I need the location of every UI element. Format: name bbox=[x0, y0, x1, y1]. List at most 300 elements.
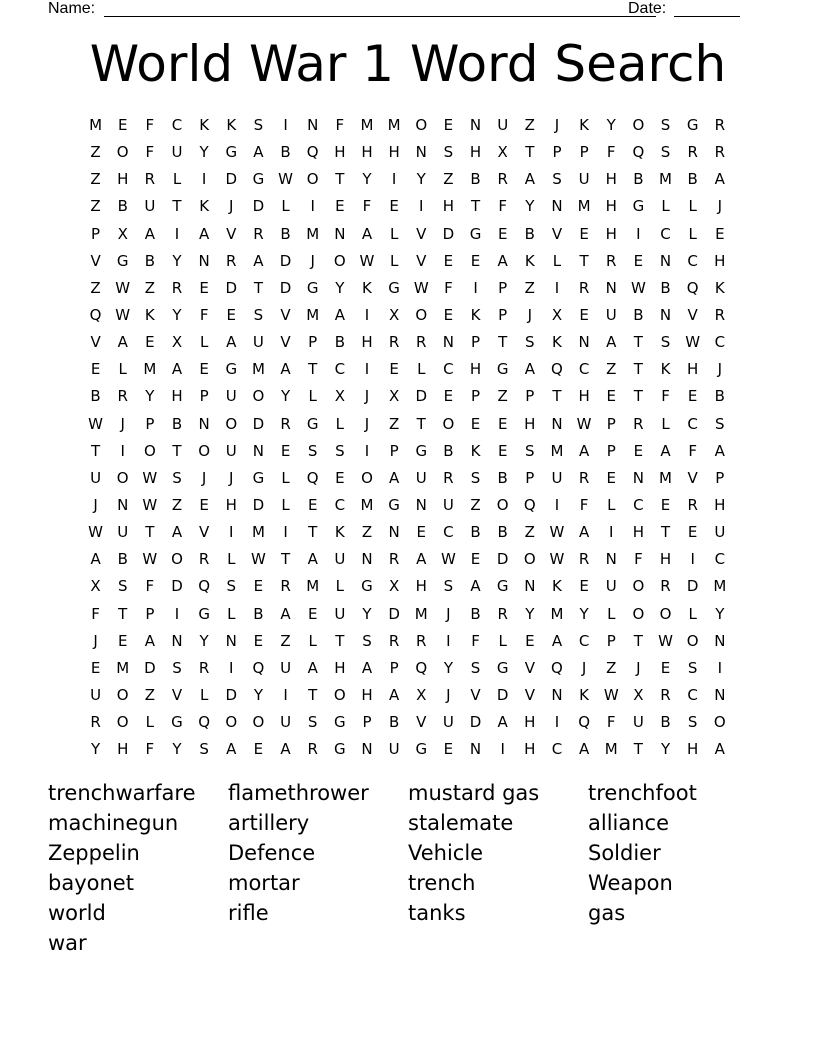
grid-letter: F bbox=[335, 116, 345, 134]
grid-letter: A bbox=[497, 713, 508, 732]
grid-letter: E bbox=[199, 495, 209, 514]
grid-letter: N bbox=[551, 197, 563, 216]
grid-letter: G bbox=[496, 577, 509, 596]
grid-letter: Z bbox=[90, 170, 101, 189]
grid-letter: F bbox=[606, 143, 616, 162]
grid-letter: V bbox=[90, 251, 101, 270]
grid-letter: Y bbox=[172, 740, 182, 759]
grid-letter: A bbox=[660, 441, 671, 460]
grid-letter: C bbox=[443, 360, 454, 379]
grid-letter: J bbox=[364, 387, 370, 406]
grid-letter: S bbox=[172, 658, 182, 677]
word-list-item: flamethrower bbox=[228, 781, 369, 805]
grid-letter: I bbox=[283, 523, 288, 542]
grid-letter: A bbox=[388, 468, 400, 487]
grid-letter: H bbox=[687, 360, 699, 379]
grid-letter: L bbox=[308, 387, 317, 406]
grid-letter: I bbox=[229, 523, 234, 542]
grid-letter: H bbox=[117, 740, 129, 759]
grid-letter: S bbox=[715, 414, 725, 433]
grid-letter: O bbox=[361, 468, 373, 487]
grid-letter: L bbox=[552, 251, 562, 270]
grid-letter: T bbox=[525, 143, 535, 162]
grid-letter: U bbox=[280, 658, 292, 677]
grid-letter: O bbox=[252, 713, 265, 732]
grid-letter: N bbox=[307, 116, 319, 134]
grid-letter: A bbox=[253, 251, 264, 270]
grid-letter: P bbox=[498, 305, 508, 324]
word-list-item: stalemate bbox=[408, 811, 514, 835]
grid-letter: A bbox=[280, 360, 291, 379]
grid-letter: F bbox=[199, 305, 209, 324]
grid-letter: N bbox=[605, 278, 617, 297]
grid-letter: M bbox=[360, 495, 374, 514]
grid-letter: E bbox=[579, 305, 589, 324]
grid-letter: C bbox=[443, 523, 454, 542]
grid-letter: G bbox=[252, 170, 265, 189]
grid-letter: L bbox=[172, 170, 182, 189]
grid-letter: G bbox=[496, 360, 509, 379]
grid-letter: D bbox=[171, 577, 183, 596]
grid-letter: I bbox=[120, 441, 125, 460]
grid-letter: E bbox=[687, 523, 698, 542]
grid-letter: I bbox=[500, 740, 505, 759]
grid-letter: Q bbox=[578, 713, 590, 732]
grid-letter: Q bbox=[551, 360, 563, 379]
grid-letter: E bbox=[443, 305, 454, 324]
grid-letter: D bbox=[496, 685, 509, 704]
grid-letter: S bbox=[253, 305, 264, 324]
grid-letter: K bbox=[552, 577, 562, 596]
grid-letter: N bbox=[659, 251, 672, 270]
grid-letter: W bbox=[88, 523, 103, 542]
grid-letter: Z bbox=[171, 495, 183, 514]
grid-letter: Q bbox=[306, 468, 319, 487]
grid-letter: Q bbox=[551, 658, 563, 677]
grid-letter: P bbox=[308, 333, 318, 352]
grid-letter: H bbox=[171, 387, 183, 406]
grid-letter: L bbox=[607, 604, 616, 623]
grid-letter: N bbox=[551, 685, 563, 704]
grid-letter: E bbox=[443, 740, 454, 759]
name-field-line[interactable] bbox=[104, 16, 656, 17]
grid-letter: E bbox=[307, 495, 318, 514]
grid-letter: S bbox=[552, 170, 562, 189]
grid-letter: E bbox=[280, 441, 291, 460]
grid-letter: U bbox=[551, 468, 563, 487]
grid-letter: M bbox=[360, 116, 374, 134]
grid-letter: D bbox=[252, 414, 265, 433]
grid-letter: I bbox=[473, 278, 478, 297]
grid-letter: L bbox=[661, 414, 670, 433]
word-list-item: Vehicle bbox=[408, 841, 484, 865]
grid-letter: F bbox=[145, 577, 155, 596]
grid-letter: R bbox=[171, 278, 183, 297]
grid-letter: Y bbox=[172, 251, 182, 270]
grid-letter: K bbox=[470, 305, 481, 324]
grid-letter: N bbox=[714, 685, 726, 704]
grid-letter: R bbox=[660, 577, 671, 596]
grid-letter: V bbox=[524, 658, 535, 677]
grid-letter: U bbox=[334, 550, 346, 569]
grid-letter: Z bbox=[90, 278, 101, 297]
word-list-item: machinegun bbox=[48, 811, 179, 835]
grid-letter: N bbox=[334, 224, 346, 243]
grid-letter: W bbox=[88, 414, 103, 433]
grid-letter: Y bbox=[443, 658, 453, 677]
grid-letter: Y bbox=[362, 170, 372, 189]
grid-letter: E bbox=[117, 631, 128, 650]
word-list bbox=[48, 778, 768, 958]
grid-letter: J bbox=[93, 631, 98, 650]
grid-letter: N bbox=[361, 740, 373, 759]
grid-letter: N bbox=[171, 631, 183, 650]
grid-letter: B bbox=[660, 278, 671, 297]
grid-letter: F bbox=[634, 550, 643, 569]
grid-letter: L bbox=[688, 197, 697, 216]
grid-letter: P bbox=[579, 143, 589, 162]
grid-letter: O bbox=[116, 468, 129, 487]
grid-letter: E bbox=[443, 251, 454, 270]
word-list-item: war bbox=[48, 931, 87, 955]
grid-letter: I bbox=[364, 441, 370, 460]
grid-letter: O bbox=[225, 713, 238, 732]
grid-letter: J bbox=[717, 360, 723, 379]
grid-letter: B bbox=[253, 604, 264, 623]
grid-letter: T bbox=[633, 740, 643, 759]
grid-letter: W bbox=[658, 631, 673, 650]
grid-letter: B bbox=[470, 170, 481, 189]
name-label: Name: bbox=[48, 0, 96, 17]
grid-letter: D bbox=[686, 577, 699, 596]
grid-letter: R bbox=[416, 333, 427, 352]
grid-letter: T bbox=[253, 278, 263, 297]
grid-letter: C bbox=[171, 116, 183, 134]
grid-letter: G bbox=[686, 116, 699, 134]
grid-letter: T bbox=[308, 360, 318, 379]
grid-letter: R bbox=[117, 387, 128, 406]
grid-letter: R bbox=[144, 170, 156, 189]
grid-letter: E bbox=[335, 197, 345, 216]
grid-letter: Y bbox=[362, 604, 372, 623]
grid-letter: A bbox=[470, 577, 481, 596]
grid-letter: E bbox=[606, 387, 616, 406]
grid-letter: L bbox=[389, 251, 399, 270]
grid-letter: P bbox=[606, 441, 616, 460]
grid-letter: J bbox=[581, 658, 587, 677]
grid-letter: U bbox=[497, 116, 509, 134]
grid-letter: M bbox=[251, 360, 265, 379]
grid-letter: R bbox=[253, 224, 264, 243]
grid-letter: S bbox=[443, 577, 454, 596]
grid-letter: N bbox=[469, 116, 482, 134]
grid-letter: B bbox=[280, 143, 291, 162]
grid-letter: E bbox=[497, 441, 508, 460]
grid-letter: O bbox=[333, 685, 346, 704]
grid-letter: E bbox=[443, 387, 454, 406]
grid-letter: B bbox=[443, 441, 454, 460]
grid-letter: I bbox=[717, 658, 723, 677]
grid-letter: O bbox=[198, 441, 211, 460]
grid-letter: F bbox=[606, 713, 616, 732]
grid-letter: A bbox=[199, 224, 210, 243]
word-list-item: gas bbox=[588, 901, 626, 925]
grid-letter: E bbox=[606, 468, 616, 487]
grid-letter: K bbox=[552, 333, 562, 352]
grid-letter: O bbox=[415, 305, 428, 324]
grid-letter: O bbox=[225, 414, 238, 433]
grid-letter: Z bbox=[606, 658, 617, 677]
grid-letter: A bbox=[578, 441, 590, 460]
grid-letter: M bbox=[306, 577, 320, 596]
grid-letter: G bbox=[469, 224, 482, 243]
grid-letter: Z bbox=[470, 495, 481, 514]
date-field-line[interactable] bbox=[674, 16, 740, 17]
grid-letter: W bbox=[576, 414, 592, 433]
grid-letter: A bbox=[226, 333, 237, 352]
grid-letter: W bbox=[142, 550, 158, 569]
grid-letter: J bbox=[717, 197, 723, 216]
grid-letter: A bbox=[253, 143, 264, 162]
grid-letter: I bbox=[446, 631, 451, 650]
word-list-item: trench bbox=[408, 871, 476, 895]
grid-letter: D bbox=[252, 197, 265, 216]
page-title: World War 1 Word Search bbox=[89, 35, 727, 93]
grid-letter: W bbox=[250, 550, 266, 569]
grid-letter: U bbox=[252, 333, 264, 352]
grid-letter: E bbox=[443, 116, 454, 134]
grid-letter: E bbox=[715, 224, 725, 243]
grid-letter: N bbox=[578, 333, 590, 352]
grid-letter: R bbox=[443, 468, 454, 487]
grid-letter: D bbox=[279, 251, 292, 270]
grid-letter: G bbox=[225, 143, 238, 162]
grid-letter: L bbox=[335, 414, 345, 433]
grid-letter: F bbox=[145, 116, 155, 134]
grid-letter: Z bbox=[90, 143, 101, 162]
grid-letter: Z bbox=[606, 360, 617, 379]
grid-letter: K bbox=[579, 116, 590, 134]
grid-letter: X bbox=[117, 224, 128, 243]
grid-letter: V bbox=[416, 251, 427, 270]
grid-letter: X bbox=[551, 305, 563, 324]
grid-letter: J bbox=[120, 414, 125, 433]
grid-letter: W bbox=[142, 468, 158, 487]
grid-letter: D bbox=[388, 604, 400, 623]
grid-letter: W bbox=[549, 523, 565, 542]
grid-letter: E bbox=[660, 495, 671, 514]
grid-letter: S bbox=[660, 116, 671, 134]
grid-letter: E bbox=[525, 631, 535, 650]
word-list-item: Soldier bbox=[588, 841, 661, 865]
grid-letter: L bbox=[227, 604, 236, 623]
grid-letter: F bbox=[579, 495, 589, 514]
grid-letter: A bbox=[524, 170, 535, 189]
grid-letter: E bbox=[633, 441, 644, 460]
grid-letter: B bbox=[714, 387, 725, 406]
grid-letter: H bbox=[415, 577, 427, 596]
grid-letter: R bbox=[606, 251, 617, 270]
grid-letter: N bbox=[415, 495, 427, 514]
grid-letter: H bbox=[361, 143, 373, 162]
word-list-item: Defence bbox=[228, 841, 316, 865]
grid-letter: B bbox=[633, 305, 644, 324]
grid-letter: A bbox=[578, 740, 590, 759]
grid-letter: S bbox=[470, 658, 481, 677]
grid-letter: U bbox=[171, 143, 183, 162]
grid-letter: Y bbox=[715, 604, 725, 623]
grid-letter: G bbox=[388, 278, 400, 297]
grid-letter: U bbox=[90, 685, 102, 704]
grid-letter: Y bbox=[253, 685, 263, 704]
grid-letter: E bbox=[470, 251, 481, 270]
grid-letter: E bbox=[470, 550, 481, 569]
grid-letter: G bbox=[116, 251, 129, 270]
grid-letter: Y bbox=[199, 631, 209, 650]
grid-letter: V bbox=[416, 224, 427, 243]
grid-letter: S bbox=[253, 116, 264, 134]
word-list-item: tanks bbox=[408, 901, 466, 925]
grid-letter: Y bbox=[145, 387, 155, 406]
grid-letter: Y bbox=[606, 116, 616, 134]
grid-letter: E bbox=[579, 224, 589, 243]
grid-letter: S bbox=[172, 468, 182, 487]
grid-letter: U bbox=[90, 468, 102, 487]
grid-letter: E bbox=[335, 468, 345, 487]
grid-letter: E bbox=[90, 658, 101, 677]
word-list-item: Weapon bbox=[588, 871, 673, 895]
grid-letter: H bbox=[225, 495, 237, 514]
word-list-item: mustard gas bbox=[408, 781, 540, 805]
header-row bbox=[48, 0, 748, 20]
grid-letter: E bbox=[497, 414, 508, 433]
grid-letter: Q bbox=[252, 658, 265, 677]
grid-letter: S bbox=[525, 441, 535, 460]
grid-letter: P bbox=[498, 278, 508, 297]
grid-letter: A bbox=[551, 631, 563, 650]
grid-letter: V bbox=[470, 685, 481, 704]
grid-letter: D bbox=[469, 713, 482, 732]
grid-letter: O bbox=[116, 685, 129, 704]
grid-letter: K bbox=[714, 278, 725, 297]
grid-letter: D bbox=[415, 387, 428, 406]
grid-letter: H bbox=[334, 658, 346, 677]
grid-letter: H bbox=[605, 197, 617, 216]
grid-letter: N bbox=[714, 631, 726, 650]
grid-letter: W bbox=[603, 685, 619, 704]
grid-letter: T bbox=[470, 197, 481, 216]
grid-letter: A bbox=[171, 360, 183, 379]
grid-letter: N bbox=[388, 523, 400, 542]
grid-letter: P bbox=[606, 631, 616, 650]
grid-letter: E bbox=[253, 577, 264, 596]
grid-letter: M bbox=[306, 305, 320, 324]
grid-letter: U bbox=[714, 523, 726, 542]
grid-letter: I bbox=[174, 604, 180, 623]
grid-letter: B bbox=[144, 251, 155, 270]
grid-letter: V bbox=[687, 305, 698, 324]
grid-letter: O bbox=[496, 495, 509, 514]
grid-letter: K bbox=[362, 278, 372, 297]
grid-letter: H bbox=[524, 713, 536, 732]
grid-letter: H bbox=[361, 685, 373, 704]
grid-letter: J bbox=[310, 251, 315, 270]
grid-letter: N bbox=[551, 414, 563, 433]
grid-letter: J bbox=[554, 116, 560, 134]
grid-letter: O bbox=[333, 251, 346, 270]
grid-letter: J bbox=[229, 197, 234, 216]
grid-letter: Z bbox=[388, 414, 400, 433]
grid-letter: R bbox=[633, 414, 644, 433]
grid-letter: C bbox=[334, 495, 346, 514]
grid-letter: N bbox=[442, 333, 455, 352]
grid-letter: L bbox=[145, 713, 155, 732]
grid-letter: V bbox=[226, 224, 237, 243]
grid-letter: E bbox=[660, 658, 671, 677]
date-label: Date: bbox=[628, 0, 667, 17]
grid-letter: C bbox=[687, 685, 698, 704]
grid-letter: A bbox=[90, 550, 101, 569]
grid-letter: P bbox=[91, 224, 101, 243]
grid-letter: H bbox=[117, 170, 129, 189]
grid-letter: A bbox=[714, 441, 725, 460]
grid-letter: Z bbox=[524, 523, 535, 542]
grid-letter: J bbox=[636, 658, 641, 677]
grid-letter: S bbox=[443, 143, 454, 162]
grid-letter: O bbox=[442, 414, 455, 433]
grid-letter: B bbox=[524, 224, 535, 243]
grid-letter: M bbox=[306, 224, 320, 243]
grid-letter: N bbox=[524, 577, 536, 596]
grid-letter: N bbox=[117, 495, 129, 514]
grid-letter: D bbox=[225, 278, 238, 297]
grid-letter: R bbox=[497, 604, 508, 623]
grid-letter: R bbox=[578, 468, 590, 487]
grid-letter: V bbox=[199, 523, 210, 542]
grid-letter: G bbox=[632, 197, 645, 216]
grid-letter: A bbox=[361, 658, 373, 677]
grid-letter: G bbox=[334, 713, 346, 732]
grid-letter: G bbox=[198, 604, 210, 623]
grid-letter: Y bbox=[335, 278, 345, 297]
grid-letter: P bbox=[362, 713, 372, 732]
word-list-item: alliance bbox=[588, 811, 670, 835]
grid-letter: T bbox=[335, 170, 345, 189]
grid-letter: F bbox=[688, 441, 697, 460]
grid-letter: I bbox=[229, 658, 234, 677]
grid-letter: Q bbox=[89, 305, 102, 324]
grid-letter: H bbox=[388, 143, 400, 162]
grid-letter: A bbox=[606, 333, 617, 352]
grid-letter: L bbox=[281, 495, 290, 514]
grid-letter: J bbox=[446, 604, 451, 623]
grid-letter: M bbox=[659, 468, 672, 487]
grid-letter: T bbox=[633, 387, 643, 406]
grid-letter: S bbox=[226, 577, 237, 596]
grid-letter: X bbox=[334, 387, 345, 406]
grid-letter: Z bbox=[280, 631, 291, 650]
grid-letter: Q bbox=[306, 143, 319, 162]
word-list-item: mortar bbox=[228, 871, 300, 895]
grid-letter: L bbox=[199, 685, 209, 704]
grid-letter: T bbox=[579, 251, 589, 270]
grid-letter: J bbox=[527, 305, 533, 324]
letter-grid bbox=[82, 112, 733, 763]
grid-letter: N bbox=[469, 740, 482, 759]
grid-letter: I bbox=[283, 116, 288, 134]
grid-letter: W bbox=[549, 550, 565, 569]
grid-letter: S bbox=[362, 631, 372, 650]
